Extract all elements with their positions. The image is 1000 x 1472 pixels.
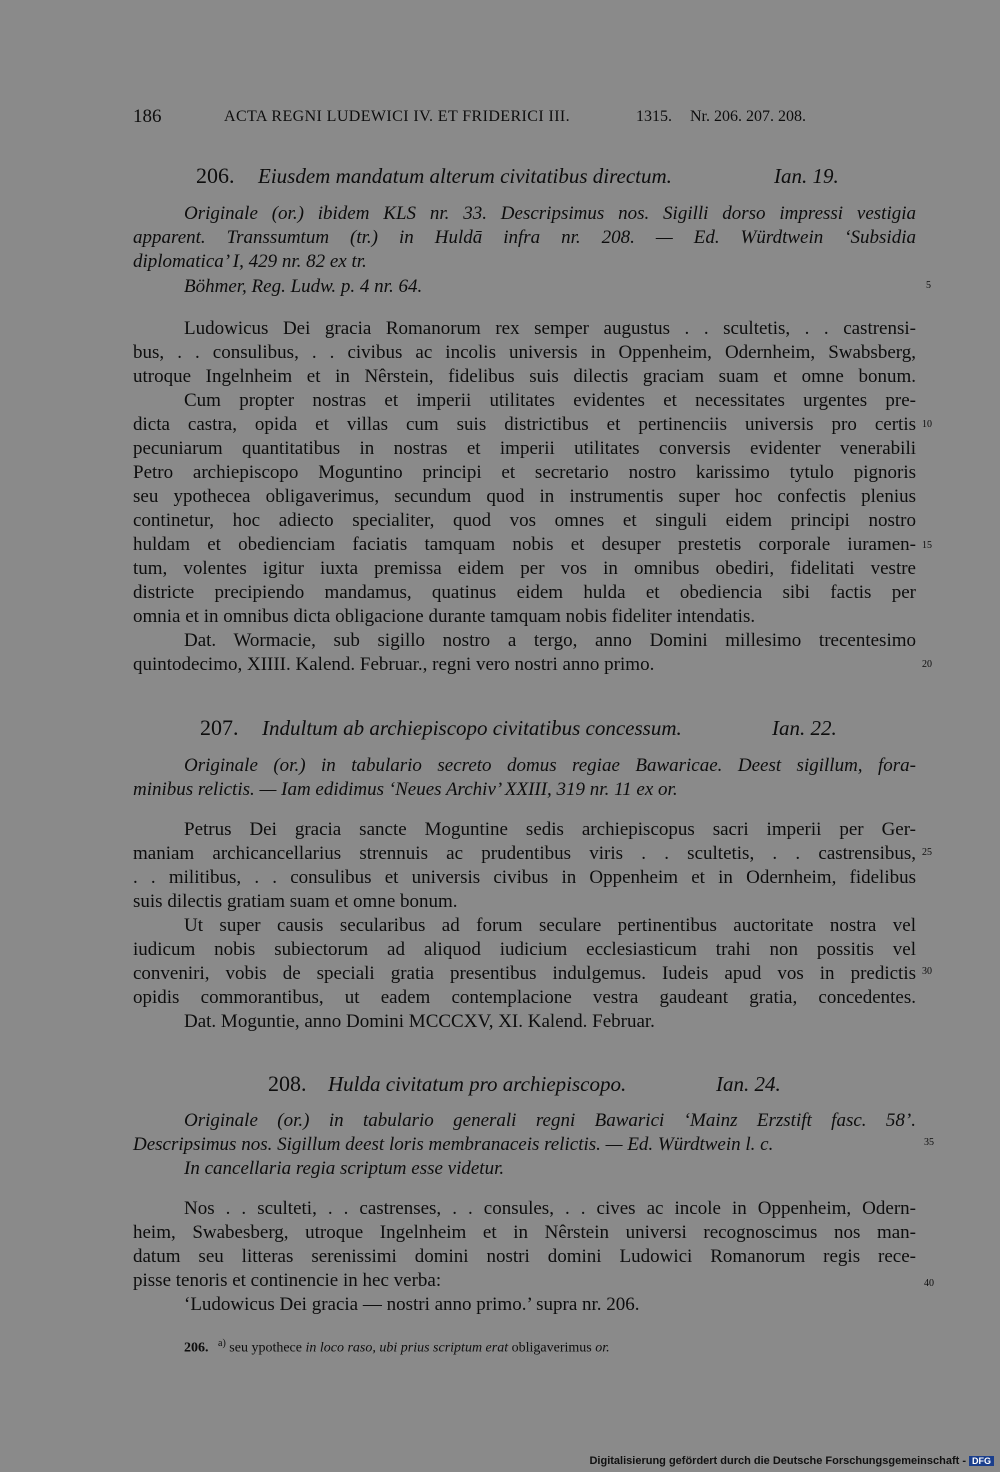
line-number: 20	[922, 659, 932, 670]
footnote-ref: 206.	[184, 1340, 209, 1356]
doc-208-body-line: datum seu litteras serenissimi domini nostri domini Ludowici Romanorum regis rece-	[133, 1246, 916, 1267]
doc-207-body-line: Petrus Dei gracia sancte Moguntine sedis archiepiscopus sacri imperii per Ger-	[184, 819, 916, 840]
dfg-logo-icon: DFG	[969, 1456, 994, 1466]
doc-206-body-line: Ludowicus Dei gracia Romanorum rex semper augustus . . scultetis, . . castrensi-	[184, 318, 916, 339]
line-number: 25	[922, 847, 932, 858]
running-year: 1315.	[636, 108, 672, 125]
footnote-text-a: seu ypothece	[229, 1340, 302, 1356]
doc-207-body-line: Dat. Moguntie, anno Domini MCCCXV, XI. Kalend. Februar.	[184, 1011, 655, 1032]
doc-208-note: In cancellaria regia scriptum esse videtur.	[184, 1158, 505, 1179]
doc-207-body-line: . . militibus, . . consulibus et universis civibus in Oppenheim et in Odernheim, fidelibus	[133, 867, 916, 888]
doc-208-body-line: heim, Swabesberg, utroque Ingelnheim et in Nêrstein universi recognoscimus nos man-	[133, 1222, 916, 1243]
doc-207-body-line: conveniri, vobis de speciali gratia presentibus indulgemus. Iudeis apud vos in predictis	[133, 963, 916, 984]
page-number: 186	[133, 106, 162, 127]
doc-206-note: Böhmer, Reg. Ludw. p. 4 nr. 64.	[184, 276, 423, 297]
doc-206-body-line: Cum propter nostras et imperii utilitates evidentes et necessitates urgentes pre-	[184, 390, 916, 411]
doc-206-body-line: omnia et in omnibus dicta obligacione durante tamquam nobis fideliter intendatis.	[133, 606, 756, 627]
doc-206-body-line: pecuniarum quantitatibus in nostras et imperii utilitates conversis evidenter venerabili	[133, 438, 916, 459]
doc-206-body-line: Dat. Wormacie, sub sigillo nostro a tergo, anno Domini millesimo trecentesimo	[184, 630, 916, 651]
doc-206-note: Originale (or.) ibidem KLS nr. 33. Descripsimus nos. Sigilli dorso impressi vestigia	[184, 203, 916, 224]
doc-207-body-line: iudicum nobis subiectorum ad aliquod iudicium ecclesiasticum trahi non possitis vel	[133, 939, 916, 960]
doc-207-note: minibus relictis. — Iam edidimus ‘Neues Archiv’ XXIII, 319 nr. 11 ex or.	[133, 779, 678, 800]
doc-207-title: Indultum ab archiepiscopo civitatibus concessum.	[262, 716, 682, 740]
digitization-credit	[589, 1455, 994, 1467]
credit-text: Digitalisierung gefördert durch die Deutsche Forschungsgemeinschaft -	[589, 1455, 966, 1467]
footnote-text-b: in loco raso, ubi prius scriptum erat	[305, 1340, 509, 1356]
doc-207-body-line: suis dilectis gratiam suam et omne bonum.	[133, 891, 458, 912]
doc-208-body-line: ‘Ludowicus Dei gracia — nostri anno primo.’ supra nr. 206.	[184, 1294, 640, 1315]
doc-207-number: 207.	[200, 715, 239, 740]
footnote-mark: a)	[218, 1338, 226, 1349]
doc-206-body-line: districte precipiendo mandamus, quatinus eidem hulda et obediencia sibi factis per	[133, 582, 916, 603]
doc-206-body-line: continetur, hoc adiecto specialiter, quod vos omnes et singuli eidem principi nostro	[133, 510, 916, 531]
doc-206-body-line: quintodecimo, XIIII. Kalend. Februar., regni vero nostri anno primo.	[133, 654, 655, 675]
doc-206-body-line: seu ypothecea obligaverimus, secundum quod in instrumentis super hoc confectis plenius	[133, 486, 916, 507]
doc-208-note: Originale (or.) in tabulario generali regni Bawarici ‘Mainz Erzstift fasc. 58’.	[184, 1110, 916, 1131]
running-title: ACTA REGNI LUDEWICI IV. ET FRIDERICI III.	[224, 108, 571, 125]
line-number: 10	[922, 419, 932, 430]
line-number: 15	[922, 540, 932, 551]
footnote-text-d: or.	[595, 1340, 610, 1356]
doc-207-body-line: maniam archicancellarius strennuis ac prudentibus viris . . scultetis, . . castrensibus,	[133, 843, 916, 864]
doc-206-body-line: tum, volentes igitur iuxta premissa eidem per vos in omnibus obediri, fidelitati vestre	[133, 558, 916, 579]
doc-208-note: Descripsimus nos. Sigillum deest loris membranaceis relictis. — Ed. Würdtwein l. c.	[133, 1134, 774, 1155]
doc-206-note: diplomatica’ I, 429 nr. 82 ex tr.	[133, 251, 367, 272]
doc-208-body-line: pisse tenoris et continencie in hec verba:	[133, 1270, 442, 1291]
doc-206-body-line: dicta castra, opida et villas cum suis districtibus et pertinenciis universis pro certis	[133, 414, 916, 435]
line-number: 5	[926, 280, 931, 291]
doc-208-date: Ian. 24.	[716, 1072, 781, 1096]
line-number: 30	[922, 966, 932, 977]
doc-206-body-line: Petro archiepiscopo Moguntino principi et secretario nostro karissimo tytulo pignoris	[133, 462, 916, 483]
doc-206-note: apparent. Transsumtum (tr.) in Huldā infra nr. 208. — Ed. Würdtwein ‘Subsidia	[133, 227, 916, 248]
doc-208-body-line: Nos . . sculteti, . . castrenses, . . consules, . . cives ac incole in Oppenheim, Odern-	[184, 1198, 916, 1219]
line-number: 35	[924, 1137, 934, 1148]
doc-207-date: Ian. 22.	[772, 716, 837, 740]
doc-207-note: Originale (or.) in tabulario secreto domus regiae Bawaricae. Deest sigillum, fora-	[184, 755, 916, 776]
doc-206-body-line: utroque Ingelnheim et in Nêrstein, fidelibus suis dilectis graciam suam et omne bonum.	[133, 366, 916, 387]
doc-206-number: 206.	[196, 163, 235, 188]
doc-206-title: Eiusdem mandatum alterum civitatibus directum.	[258, 164, 672, 188]
doc-206-date: Ian. 19.	[774, 164, 839, 188]
footnote-text-c: obligaverimus	[511, 1340, 592, 1356]
doc-208-title: Hulda civitatum pro archiepiscopo.	[328, 1072, 627, 1096]
doc-207-body-line: opidis commorantibus, ut eadem contemplacione vestra gaudeant gratia, concedentes.	[133, 987, 916, 1008]
running-numbers: Nr. 206. 207. 208.	[690, 108, 806, 125]
doc-208-number: 208.	[268, 1071, 307, 1096]
line-number: 40	[924, 1278, 934, 1289]
doc-206-body-line: bus, . . consulibus, . . civibus ac incolis universis in Oppenheim, Odernheim, Swabsberg,	[133, 342, 916, 363]
doc-206-body-line: huldam et obedienciam faciatis tamquam nobis et desuper prestetis corporale iuramen-	[133, 534, 916, 555]
footnote	[184, 1338, 610, 1357]
doc-207-body-line: Ut super causis secularibus ad forum seculare pertinentibus auctoritate nostra vel	[184, 915, 916, 936]
